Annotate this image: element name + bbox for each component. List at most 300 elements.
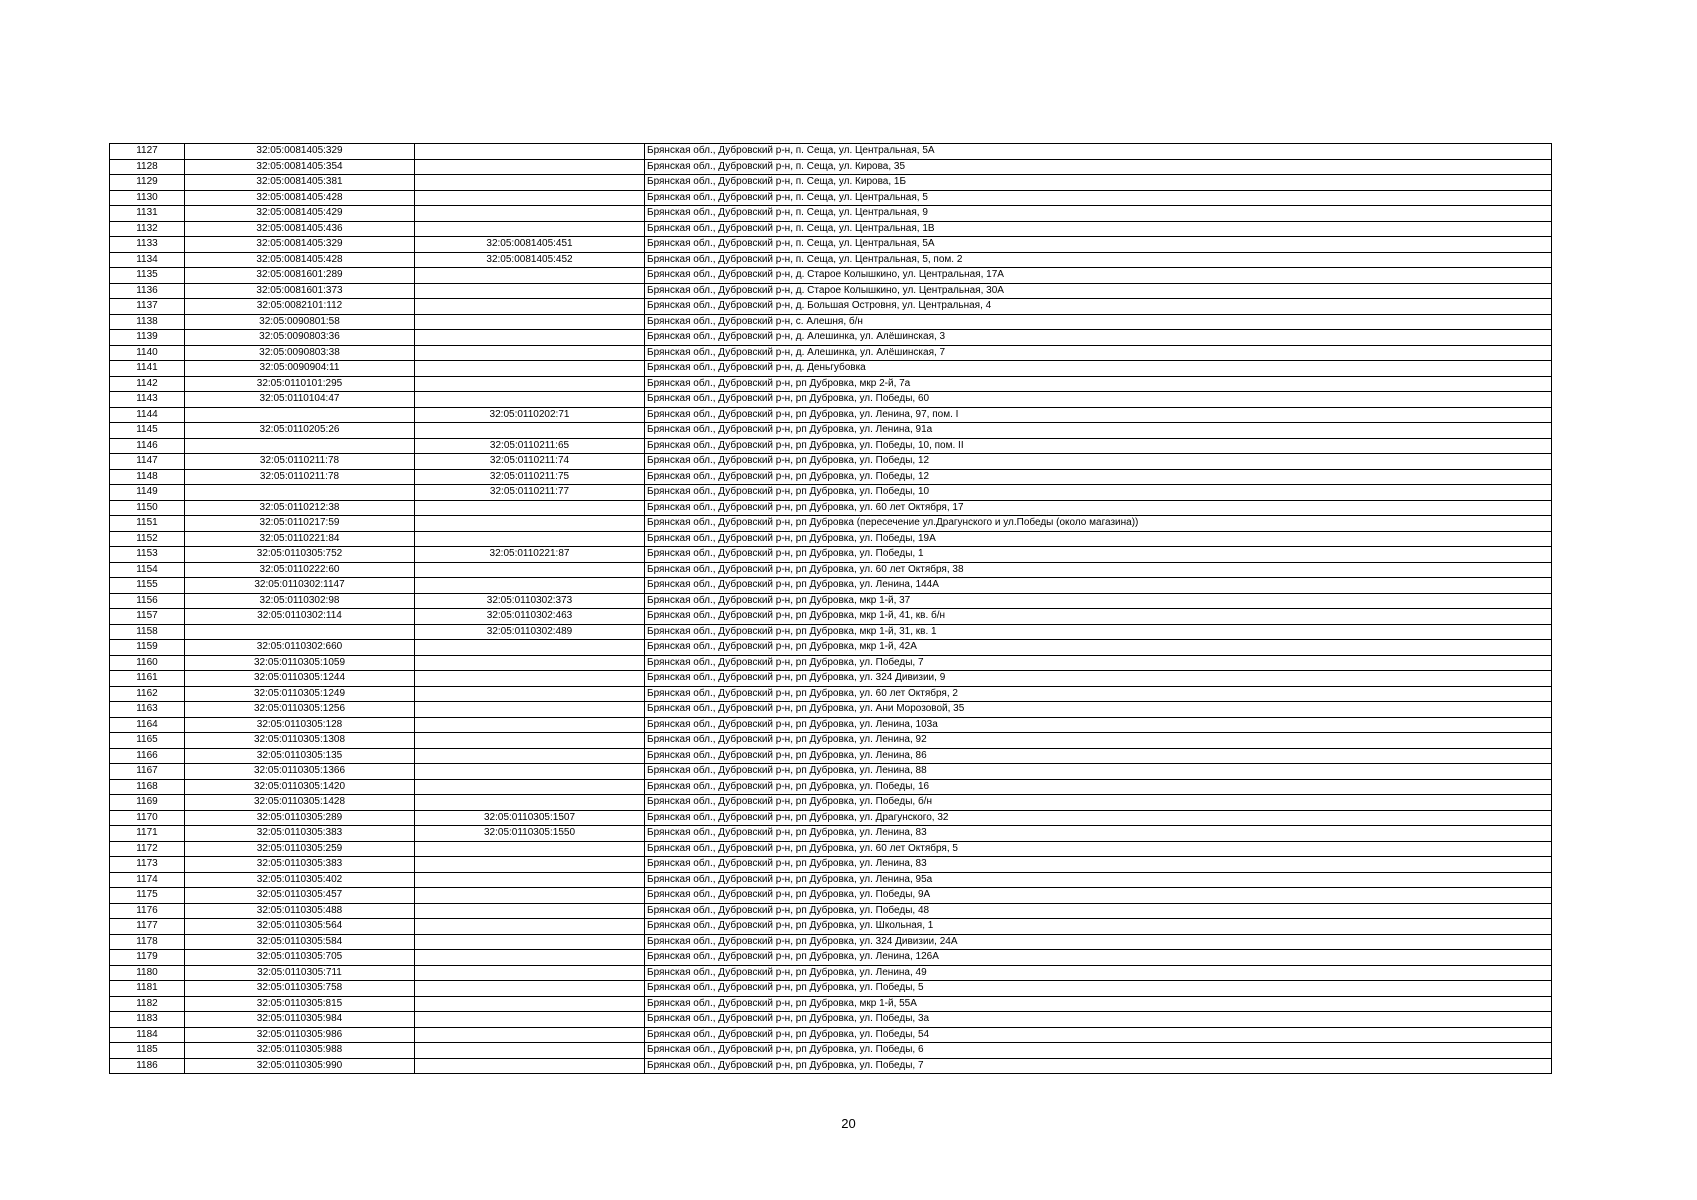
cadastral-number-cell: 32:05:0110222:60 bbox=[185, 562, 415, 578]
row-number-cell: 1166 bbox=[110, 748, 185, 764]
row-number-cell: 1163 bbox=[110, 702, 185, 718]
row-number-cell: 1157 bbox=[110, 609, 185, 625]
address-cell: Брянская обл., Дубровский р-н, рп Дубровка, ул. Победы, 12 bbox=[645, 454, 1552, 470]
premises-cadastral-number-cell bbox=[415, 562, 645, 578]
cadastral-number-cell: 32:05:0110212:38 bbox=[185, 500, 415, 516]
table-row bbox=[110, 376, 1552, 392]
address-cell: Брянская обл., Дубровский р-н, рп Дубровка, ул. Победы, 54 bbox=[645, 1027, 1552, 1043]
address-cell: Брянская обл., Дубровский р-н, п. Сеща, ул. Центральная, 9 bbox=[645, 206, 1552, 222]
cadastral-number-cell: 32:05:0110305:988 bbox=[185, 1043, 415, 1059]
row-number-cell: 1148 bbox=[110, 469, 185, 485]
row-number-cell: 1127 bbox=[110, 144, 185, 160]
premises-cadastral-number-cell: 32:05:0081405:452 bbox=[415, 252, 645, 268]
table-row bbox=[110, 361, 1552, 377]
row-number-cell: 1160 bbox=[110, 655, 185, 671]
address-cell: Брянская обл., Дубровский р-н, рп Дубровка, ул. Победы, 19А bbox=[645, 531, 1552, 547]
table-row bbox=[110, 407, 1552, 423]
address-cell: Брянская обл., Дубровский р-н, рп Дубровка, ул. 60 лет Октября, 17 bbox=[645, 500, 1552, 516]
cadastral-number-cell: 32:05:0082101:112 bbox=[185, 299, 415, 315]
table-row bbox=[110, 640, 1552, 656]
premises-cadastral-number-cell: 32:05:0110221:87 bbox=[415, 547, 645, 563]
row-number-cell: 1141 bbox=[110, 361, 185, 377]
address-cell: Брянская обл., Дубровский р-н, д. Деньгубовка bbox=[645, 361, 1552, 377]
cadastral-number-cell: 32:05:0090801:58 bbox=[185, 314, 415, 330]
address-cell: Брянская обл., Дубровский р-н, с. Алешня, б/н bbox=[645, 314, 1552, 330]
address-cell: Брянская обл., Дубровский р-н, рп Дубровка, ул. 324 Дивизии, 24А bbox=[645, 934, 1552, 950]
cadastral-number-cell: 32:05:0110305:711 bbox=[185, 965, 415, 981]
cadastral-number-cell: 32:05:0110205:26 bbox=[185, 423, 415, 439]
row-number-cell: 1137 bbox=[110, 299, 185, 315]
table-row bbox=[110, 1043, 1552, 1059]
row-number-cell: 1129 bbox=[110, 175, 185, 191]
row-number-cell: 1153 bbox=[110, 547, 185, 563]
address-cell: Брянская обл., Дубровский р-н, д. Старое Колышкино, ул. Центральная, 17А bbox=[645, 268, 1552, 284]
cadastral-number-cell: 32:05:0110305:1308 bbox=[185, 733, 415, 749]
address-cell: Брянская обл., Дубровский р-н, рп Дубровка, мкр 1-й, 42А bbox=[645, 640, 1552, 656]
table-row bbox=[110, 1012, 1552, 1028]
address-cell: Брянская обл., Дубровский р-н, рп Дубровка, ул. Ленина, 103а bbox=[645, 717, 1552, 733]
table-row bbox=[110, 562, 1552, 578]
address-cell: Брянская обл., Дубровский р-н, рп Дубровка, ул. 60 лет Октября, 5 bbox=[645, 841, 1552, 857]
address-cell: Брянская обл., Дубровский р-н, рп Дубровка, ул. Победы, 7 bbox=[645, 655, 1552, 671]
table-row bbox=[110, 996, 1552, 1012]
row-number-cell: 1168 bbox=[110, 779, 185, 795]
address-cell: Брянская обл., Дубровский р-н, д. Алешинка, ул. Алёшинская, 7 bbox=[645, 345, 1552, 361]
cadastral-number-cell: 32:05:0110305:1059 bbox=[185, 655, 415, 671]
row-number-cell: 1186 bbox=[110, 1058, 185, 1074]
cadastral-number-cell: 32:05:0081601:289 bbox=[185, 268, 415, 284]
cadastral-number-cell: 32:05:0081405:329 bbox=[185, 237, 415, 253]
premises-cadastral-number-cell bbox=[415, 392, 645, 408]
premises-cadastral-number-cell bbox=[415, 733, 645, 749]
row-number-cell: 1162 bbox=[110, 686, 185, 702]
address-cell: Брянская обл., Дубровский р-н, рп Дубровка, ул. Ленина, 92 bbox=[645, 733, 1552, 749]
cadastral-number-cell: 32:05:0110305:705 bbox=[185, 950, 415, 966]
table-row bbox=[110, 903, 1552, 919]
table-row bbox=[110, 345, 1552, 361]
address-cell: Брянская обл., Дубровский р-н, рп Дубровка, ул. Школьная, 1 bbox=[645, 919, 1552, 935]
address-cell: Брянская обл., Дубровский р-н, п. Сеща, ул. Центральная, 5А bbox=[645, 144, 1552, 160]
premises-cadastral-number-cell: 32:05:0110202:71 bbox=[415, 407, 645, 423]
table-row bbox=[110, 826, 1552, 842]
table-row bbox=[110, 981, 1552, 997]
cadastral-number-cell: 32:05:0081405:329 bbox=[185, 144, 415, 160]
cadastral-number-cell: 32:05:0090803:36 bbox=[185, 330, 415, 346]
premises-cadastral-number-cell: 32:05:0110305:1550 bbox=[415, 826, 645, 842]
table-row bbox=[110, 237, 1552, 253]
row-number-cell: 1171 bbox=[110, 826, 185, 842]
cadastral-number-cell: 32:05:0110305:488 bbox=[185, 903, 415, 919]
cadastral-number-cell: 32:05:0081601:373 bbox=[185, 283, 415, 299]
row-number-cell: 1175 bbox=[110, 888, 185, 904]
premises-cadastral-number-cell bbox=[415, 531, 645, 547]
cadastral-number-cell: 32:05:0110305:259 bbox=[185, 841, 415, 857]
table-row bbox=[110, 1027, 1552, 1043]
table-row bbox=[110, 531, 1552, 547]
premises-cadastral-number-cell bbox=[415, 268, 645, 284]
address-cell: Брянская обл., Дубровский р-н, рп Дубровка, мкр 1-й, 55А bbox=[645, 996, 1552, 1012]
premises-cadastral-number-cell bbox=[415, 702, 645, 718]
premises-cadastral-number-cell bbox=[415, 795, 645, 811]
premises-cadastral-number-cell bbox=[415, 748, 645, 764]
row-number-cell: 1174 bbox=[110, 872, 185, 888]
table-row bbox=[110, 454, 1552, 470]
cadastral-number-cell: 32:05:0110305:402 bbox=[185, 872, 415, 888]
records-table bbox=[109, 143, 1552, 1074]
address-cell: Брянская обл., Дубровский р-н, рп Дубровка, ул. Ленина, 83 bbox=[645, 857, 1552, 873]
row-number-cell: 1170 bbox=[110, 810, 185, 826]
row-number-cell: 1135 bbox=[110, 268, 185, 284]
cadastral-number-cell: 32:05:0110305:1256 bbox=[185, 702, 415, 718]
premises-cadastral-number-cell: 32:05:0110302:489 bbox=[415, 624, 645, 640]
premises-cadastral-number-cell bbox=[415, 159, 645, 175]
cadastral-number-cell: 32:05:0081405:428 bbox=[185, 190, 415, 206]
row-number-cell: 1180 bbox=[110, 965, 185, 981]
cadastral-number-cell: 32:05:0110302:114 bbox=[185, 609, 415, 625]
row-number-cell: 1179 bbox=[110, 950, 185, 966]
table-row bbox=[110, 469, 1552, 485]
premises-cadastral-number-cell: 32:05:0081405:451 bbox=[415, 237, 645, 253]
row-number-cell: 1140 bbox=[110, 345, 185, 361]
premises-cadastral-number-cell bbox=[415, 376, 645, 392]
row-number-cell: 1134 bbox=[110, 252, 185, 268]
cadastral-number-cell: 32:05:0090904:11 bbox=[185, 361, 415, 377]
premises-cadastral-number-cell bbox=[415, 206, 645, 222]
cadastral-number-cell: 32:05:0110305:457 bbox=[185, 888, 415, 904]
address-cell: Брянская обл., Дубровский р-н, рп Дубровка, ул. Победы, 3а bbox=[645, 1012, 1552, 1028]
table-row bbox=[110, 764, 1552, 780]
premises-cadastral-number-cell bbox=[415, 717, 645, 733]
cadastral-number-cell bbox=[185, 407, 415, 423]
address-cell: Брянская обл., Дубровский р-н, рп Дубровка, ул. Победы, 5 bbox=[645, 981, 1552, 997]
table-row bbox=[110, 655, 1552, 671]
premises-cadastral-number-cell bbox=[415, 423, 645, 439]
table-row bbox=[110, 221, 1552, 237]
row-number-cell: 1143 bbox=[110, 392, 185, 408]
cadastral-number-cell: 32:05:0110305:289 bbox=[185, 810, 415, 826]
table-row bbox=[110, 702, 1552, 718]
premises-cadastral-number-cell bbox=[415, 981, 645, 997]
address-cell: Брянская обл., Дубровский р-н, рп Дубровка, мкр 1-й, 41, кв. б/н bbox=[645, 609, 1552, 625]
premises-cadastral-number-cell bbox=[415, 361, 645, 377]
premises-cadastral-number-cell: 32:05:0110211:75 bbox=[415, 469, 645, 485]
address-cell: Брянская обл., Дубровский р-н, рп Дубровка, ул. Победы, 6 bbox=[645, 1043, 1552, 1059]
table-row bbox=[110, 593, 1552, 609]
premises-cadastral-number-cell: 32:05:0110302:373 bbox=[415, 593, 645, 609]
cadastral-number-cell: 32:05:0110101:295 bbox=[185, 376, 415, 392]
address-cell: Брянская обл., Дубровский р-н, рп Дубровка, ул. Ленина, 86 bbox=[645, 748, 1552, 764]
row-number-cell: 1150 bbox=[110, 500, 185, 516]
address-cell: Брянская обл., Дубровский р-н, рп Дубровка, ул. Ленина, 88 bbox=[645, 764, 1552, 780]
premises-cadastral-number-cell bbox=[415, 872, 645, 888]
address-cell: Брянская обл., Дубровский р-н, рп Дубровка, ул. Ленина, 97, пом. I bbox=[645, 407, 1552, 423]
row-number-cell: 1144 bbox=[110, 407, 185, 423]
address-cell: Брянская обл., Дубровский р-н, рп Дубровка, ул. 60 лет Октября, 2 bbox=[645, 686, 1552, 702]
row-number-cell: 1183 bbox=[110, 1012, 185, 1028]
table-row bbox=[110, 268, 1552, 284]
row-number-cell: 1158 bbox=[110, 624, 185, 640]
premises-cadastral-number-cell bbox=[415, 190, 645, 206]
row-number-cell: 1133 bbox=[110, 237, 185, 253]
cadastral-number-cell: 32:05:0110305:1428 bbox=[185, 795, 415, 811]
table-row bbox=[110, 857, 1552, 873]
table-row bbox=[110, 485, 1552, 501]
cadastral-number-cell: 32:05:0090803:38 bbox=[185, 345, 415, 361]
address-cell: Брянская обл., Дубровский р-н, рп Дубровка, ул. Победы, 1 bbox=[645, 547, 1552, 563]
address-cell: Брянская обл., Дубровский р-н, д. Большая Островня, ул. Центральная, 4 bbox=[645, 299, 1552, 315]
cadastral-number-cell: 32:05:0110302:98 bbox=[185, 593, 415, 609]
cadastral-number-cell: 32:05:0110211:78 bbox=[185, 454, 415, 470]
row-number-cell: 1138 bbox=[110, 314, 185, 330]
premises-cadastral-number-cell bbox=[415, 686, 645, 702]
row-number-cell: 1182 bbox=[110, 996, 185, 1012]
cadastral-number-cell: 32:05:0110305:1244 bbox=[185, 671, 415, 687]
address-cell: Брянская обл., Дубровский р-н, рп Дубровка, ул. Победы, 9А bbox=[645, 888, 1552, 904]
address-cell: Брянская обл., Дубровский р-н, рп Дубровка, ул. Ленина, 95а bbox=[645, 872, 1552, 888]
row-number-cell: 1184 bbox=[110, 1027, 185, 1043]
address-cell: Брянская обл., Дубровский р-н, рп Дубровка, ул. Драгунского, 32 bbox=[645, 810, 1552, 826]
table-row bbox=[110, 578, 1552, 594]
table-row bbox=[110, 423, 1552, 439]
cadastral-number-cell bbox=[185, 624, 415, 640]
row-number-cell: 1176 bbox=[110, 903, 185, 919]
cadastral-number-cell: 32:05:0110217:59 bbox=[185, 516, 415, 532]
premises-cadastral-number-cell bbox=[415, 1012, 645, 1028]
cadastral-number-cell: 32:05:0110305:815 bbox=[185, 996, 415, 1012]
address-cell: Брянская обл., Дубровский р-н, п. Сеща, ул. Кирова, 35 bbox=[645, 159, 1552, 175]
row-number-cell: 1139 bbox=[110, 330, 185, 346]
row-number-cell: 1136 bbox=[110, 283, 185, 299]
address-cell: Брянская обл., Дубровский р-н, рп Дубровка, ул. Победы, 48 bbox=[645, 903, 1552, 919]
row-number-cell: 1169 bbox=[110, 795, 185, 811]
premises-cadastral-number-cell bbox=[415, 965, 645, 981]
cadastral-number-cell: 32:05:0110211:78 bbox=[185, 469, 415, 485]
premises-cadastral-number-cell bbox=[415, 1058, 645, 1074]
premises-cadastral-number-cell: 32:05:0110211:65 bbox=[415, 438, 645, 454]
table-row bbox=[110, 934, 1552, 950]
table-row bbox=[110, 1058, 1552, 1074]
table-row bbox=[110, 795, 1552, 811]
row-number-cell: 1181 bbox=[110, 981, 185, 997]
table-row bbox=[110, 299, 1552, 315]
row-number-cell: 1154 bbox=[110, 562, 185, 578]
premises-cadastral-number-cell bbox=[415, 283, 645, 299]
table-row bbox=[110, 175, 1552, 191]
address-cell: Брянская обл., Дубровский р-н, рп Дубровка, ул. Победы, 10 bbox=[645, 485, 1552, 501]
premises-cadastral-number-cell: 32:05:0110211:74 bbox=[415, 454, 645, 470]
cadastral-number-cell: 32:05:0110305:128 bbox=[185, 717, 415, 733]
address-cell: Брянская обл., Дубровский р-н, д. Алешинка, ул. Алёшинская, 3 bbox=[645, 330, 1552, 346]
premises-cadastral-number-cell bbox=[415, 516, 645, 532]
row-number-cell: 1152 bbox=[110, 531, 185, 547]
premises-cadastral-number-cell bbox=[415, 578, 645, 594]
cadastral-number-cell: 32:05:0081405:429 bbox=[185, 206, 415, 222]
cadastral-number-cell: 32:05:0110305:1249 bbox=[185, 686, 415, 702]
row-number-cell: 1128 bbox=[110, 159, 185, 175]
cadastral-number-cell: 32:05:0110305:383 bbox=[185, 857, 415, 873]
table-row bbox=[110, 392, 1552, 408]
address-cell: Брянская обл., Дубровский р-н, рп Дубровка, ул. Ленина, 144А bbox=[645, 578, 1552, 594]
premises-cadastral-number-cell bbox=[415, 903, 645, 919]
premises-cadastral-number-cell bbox=[415, 1043, 645, 1059]
table-row bbox=[110, 516, 1552, 532]
table-row bbox=[110, 919, 1552, 935]
premises-cadastral-number-cell bbox=[415, 671, 645, 687]
premises-cadastral-number-cell bbox=[415, 345, 645, 361]
premises-cadastral-number-cell bbox=[415, 330, 645, 346]
table-row bbox=[110, 500, 1552, 516]
address-cell: Брянская обл., Дубровский р-н, рп Дубровка, ул. Ленина, 83 bbox=[645, 826, 1552, 842]
row-number-cell: 1147 bbox=[110, 454, 185, 470]
address-cell: Брянская обл., Дубровский р-н, п. Сеща, ул. Центральная, 5А bbox=[645, 237, 1552, 253]
row-number-cell: 1130 bbox=[110, 190, 185, 206]
premises-cadastral-number-cell bbox=[415, 841, 645, 857]
cadastral-number-cell bbox=[185, 438, 415, 454]
row-number-cell: 1142 bbox=[110, 376, 185, 392]
row-number-cell: 1178 bbox=[110, 934, 185, 950]
address-cell: Брянская обл., Дубровский р-н, рп Дубровка, ул. Победы, 12 bbox=[645, 469, 1552, 485]
address-cell: Брянская обл., Дубровский р-н, рп Дубровка, ул. Победы, 7 bbox=[645, 1058, 1552, 1074]
cadastral-number-cell: 32:05:0110305:986 bbox=[185, 1027, 415, 1043]
premises-cadastral-number-cell bbox=[415, 857, 645, 873]
table-row bbox=[110, 888, 1552, 904]
row-number-cell: 1156 bbox=[110, 593, 185, 609]
cadastral-number-cell: 32:05:0110104:47 bbox=[185, 392, 415, 408]
cadastral-number-cell: 32:05:0081405:381 bbox=[185, 175, 415, 191]
row-number-cell: 1161 bbox=[110, 671, 185, 687]
row-number-cell: 1149 bbox=[110, 485, 185, 501]
table-row bbox=[110, 159, 1552, 175]
address-cell: Брянская обл., Дубровский р-н, д. Старое Колышкино, ул. Центральная, 30А bbox=[645, 283, 1552, 299]
row-number-cell: 1151 bbox=[110, 516, 185, 532]
premises-cadastral-number-cell bbox=[415, 779, 645, 795]
table-row bbox=[110, 686, 1552, 702]
row-number-cell: 1185 bbox=[110, 1043, 185, 1059]
row-number-cell: 1173 bbox=[110, 857, 185, 873]
address-cell: Брянская обл., Дубровский р-н, п. Сеща, ул. Центральная, 5 bbox=[645, 190, 1552, 206]
row-number-cell: 1177 bbox=[110, 919, 185, 935]
address-cell: Брянская обл., Дубровский р-н, рп Дубровка, ул. Ленина, 49 bbox=[645, 965, 1552, 981]
row-number-cell: 1132 bbox=[110, 221, 185, 237]
address-cell: Брянская обл., Дубровский р-н, п. Сеща, ул. Центральная, 5, пом. 2 bbox=[645, 252, 1552, 268]
address-cell: Брянская обл., Дубровский р-н, рп Дубровка, ул. 324 Дивизии, 9 bbox=[645, 671, 1552, 687]
premises-cadastral-number-cell bbox=[415, 888, 645, 904]
row-number-cell: 1164 bbox=[110, 717, 185, 733]
premises-cadastral-number-cell bbox=[415, 1027, 645, 1043]
table-row bbox=[110, 252, 1552, 268]
row-number-cell: 1165 bbox=[110, 733, 185, 749]
cadastral-number-cell: 32:05:0110221:84 bbox=[185, 531, 415, 547]
table-row bbox=[110, 779, 1552, 795]
address-cell: Брянская обл., Дубровский р-н, рп Дубровка, ул. Победы, 16 bbox=[645, 779, 1552, 795]
cadastral-number-cell: 32:05:0110305:584 bbox=[185, 934, 415, 950]
table-row bbox=[110, 950, 1552, 966]
table-row bbox=[110, 144, 1552, 160]
table-row bbox=[110, 733, 1552, 749]
table-row bbox=[110, 609, 1552, 625]
table-row bbox=[110, 872, 1552, 888]
cadastral-number-cell: 32:05:0110305:758 bbox=[185, 981, 415, 997]
table-row bbox=[110, 547, 1552, 563]
address-cell: Брянская обл., Дубровский р-н, рп Дубровка, ул. 60 лет Октября, 38 bbox=[645, 562, 1552, 578]
row-number-cell: 1145 bbox=[110, 423, 185, 439]
premises-cadastral-number-cell bbox=[415, 299, 645, 315]
cadastral-number-cell: 32:05:0110305:383 bbox=[185, 826, 415, 842]
premises-cadastral-number-cell bbox=[415, 996, 645, 1012]
cadastral-number-cell: 32:05:0110302:1147 bbox=[185, 578, 415, 594]
table-row bbox=[110, 965, 1552, 981]
address-cell: Брянская обл., Дубровский р-н, рп Дубровка, мкр 2-й, 7а bbox=[645, 376, 1552, 392]
row-number-cell: 1159 bbox=[110, 640, 185, 656]
cadastral-number-cell: 32:05:0110305:990 bbox=[185, 1058, 415, 1074]
premises-cadastral-number-cell: 32:05:0110211:77 bbox=[415, 485, 645, 501]
cadastral-number-cell: 32:05:0110305:135 bbox=[185, 748, 415, 764]
table-row bbox=[110, 671, 1552, 687]
premises-cadastral-number-cell bbox=[415, 655, 645, 671]
address-cell: Брянская обл., Дубровский р-н, рп Дубровка, ул. Ленина, 126А bbox=[645, 950, 1552, 966]
table-row bbox=[110, 841, 1552, 857]
page-number: 20 bbox=[841, 1116, 856, 1131]
table-row bbox=[110, 438, 1552, 454]
cadastral-number-cell: 32:05:0081405:354 bbox=[185, 159, 415, 175]
cadastral-number-cell: 32:05:0110305:564 bbox=[185, 919, 415, 935]
cadastral-number-cell: 32:05:0081405:428 bbox=[185, 252, 415, 268]
cadastral-number-cell: 32:05:0110305:1420 bbox=[185, 779, 415, 795]
table-row bbox=[110, 810, 1552, 826]
cadastral-number-cell: 32:05:0110302:660 bbox=[185, 640, 415, 656]
premises-cadastral-number-cell bbox=[415, 221, 645, 237]
address-cell: Брянская обл., Дубровский р-н, рп Дубровка (пересечение ул.Драгунского и ул.Победы (около магазина)) bbox=[645, 516, 1552, 532]
address-cell: Брянская обл., Дубровский р-н, рп Дубровка, ул. Ленина, 91а bbox=[645, 423, 1552, 439]
premises-cadastral-number-cell bbox=[415, 950, 645, 966]
premises-cadastral-number-cell bbox=[415, 919, 645, 935]
records-table-body bbox=[110, 144, 1552, 1074]
cadastral-number-cell bbox=[185, 485, 415, 501]
table-row bbox=[110, 283, 1552, 299]
address-cell: Брянская обл., Дубровский р-н, рп Дубровка, ул. Ани Морозовой, 35 bbox=[645, 702, 1552, 718]
cadastral-number-cell: 32:05:0110305:1366 bbox=[185, 764, 415, 780]
address-cell: Брянская обл., Дубровский р-н, п. Сеща, ул. Кирова, 1Б bbox=[645, 175, 1552, 191]
address-cell: Брянская обл., Дубровский р-н, рп Дубровка, ул. Победы, б/н bbox=[645, 795, 1552, 811]
table-row bbox=[110, 190, 1552, 206]
row-number-cell: 1167 bbox=[110, 764, 185, 780]
address-cell: Брянская обл., Дубровский р-н, п. Сеща, ул. Центральная, 1В bbox=[645, 221, 1552, 237]
table-row bbox=[110, 748, 1552, 764]
premises-cadastral-number-cell: 32:05:0110302:463 bbox=[415, 609, 645, 625]
cadastral-number-cell: 32:05:0110305:984 bbox=[185, 1012, 415, 1028]
premises-cadastral-number-cell bbox=[415, 500, 645, 516]
address-cell: Брянская обл., Дубровский р-н, рп Дубровка, мкр 1-й, 37 bbox=[645, 593, 1552, 609]
row-number-cell: 1131 bbox=[110, 206, 185, 222]
row-number-cell: 1155 bbox=[110, 578, 185, 594]
premises-cadastral-number-cell bbox=[415, 314, 645, 330]
table-row bbox=[110, 206, 1552, 222]
table-row bbox=[110, 717, 1552, 733]
premises-cadastral-number-cell bbox=[415, 175, 645, 191]
address-cell: Брянская обл., Дубровский р-н, рп Дубровка, мкр 1-й, 31, кв. 1 bbox=[645, 624, 1552, 640]
premises-cadastral-number-cell bbox=[415, 640, 645, 656]
premises-cadastral-number-cell bbox=[415, 144, 645, 160]
address-cell: Брянская обл., Дубровский р-н, рп Дубровка, ул. Победы, 60 bbox=[645, 392, 1552, 408]
cadastral-number-cell: 32:05:0081405:436 bbox=[185, 221, 415, 237]
table-row bbox=[110, 624, 1552, 640]
row-number-cell: 1146 bbox=[110, 438, 185, 454]
cadastral-number-cell: 32:05:0110305:752 bbox=[185, 547, 415, 563]
premises-cadastral-number-cell: 32:05:0110305:1507 bbox=[415, 810, 645, 826]
premises-cadastral-number-cell bbox=[415, 764, 645, 780]
premises-cadastral-number-cell bbox=[415, 934, 645, 950]
table-row bbox=[110, 314, 1552, 330]
